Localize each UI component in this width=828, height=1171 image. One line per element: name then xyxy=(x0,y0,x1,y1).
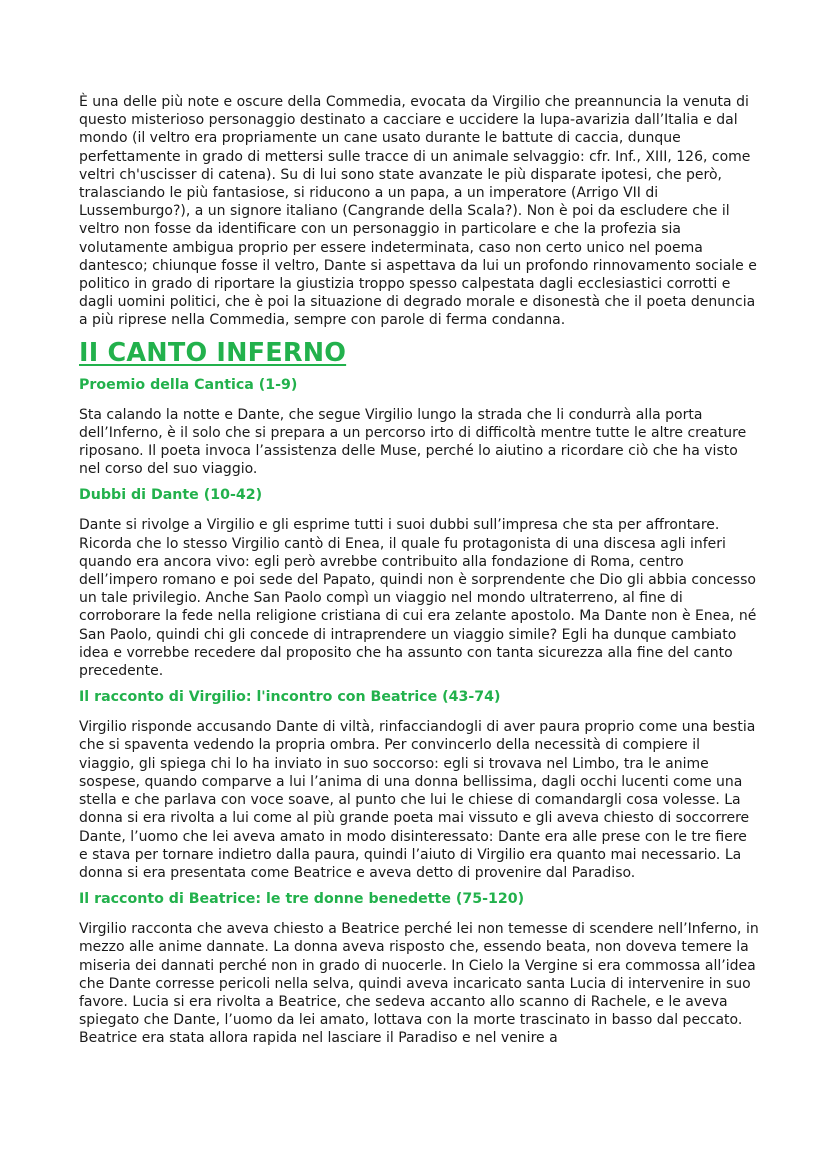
section-body-proemio: Sta calando la notte e Dante, che segue Virgilio lungo la strada che li condurrà alla porta dell’Inferno, è il solo che si prepara a un percorso irto di difficoltà mentre tutte le altre creature riposano. Il poeta invoca l’assistenza delle Muse, perché lo aiutino a ricordare ciò che ha visto nel corso del suo viaggio. xyxy=(79,406,747,478)
section-heading-proemio: Proemio della Cantica (1-9) xyxy=(79,376,298,393)
section-heading-racconto-virgilio: Il racconto di Virgilio: l'incontro con Beatrice (43-74) xyxy=(79,689,501,706)
intro-paragraph: È una delle più note e oscure della Commedia, evocata da Virgilio che preannuncia la venuta di questo misterioso personaggio destinato a cacciare e uccidere la lupa-avarizia dall’Italia e dal mondo (il veltro era propriamente un cane usato durante le battute di caccia, dunque perfettamente in grado di mettersi sulle tracce di un animale selvaggio: cfr. Inf., XIII, 126, come veltri ch'uscisser di catena). Su di lui sono state avanzate le più disparate ipotesi, che però, tralasciando le più fantasiose, si riducono a un papa, a un imperatore (Arrigo VII di Lussemburgo?), a un signore italiano (Cangrande della Scala?). Non è poi da escludere che il veltro non fosse da identificare con un personaggio in particolare e che la profezia sia volutamente ambigua proprio per essere indeterminata, caso non certo unico nel poema dantesco; chiunque fosse il veltro, Dante si aspettava da lui un profondo rinnovamento sociale e politico in grado di riportare la giustizia troppo spesso calpestata dagli ecclesiastici corrotti e dagli uomini politici, che è poi la situazione di degrado morale e disonestà che il poeta denuncia a più riprese nella Commedia, sempre con parole di ferma condanna. xyxy=(79,94,757,329)
section-heading-dubbi: Dubbi di Dante (10-42) xyxy=(79,487,263,504)
canto-title: II CANTO INFERNO xyxy=(79,337,347,368)
section-body-racconto-beatrice: Virgilio racconta che aveva chiesto a Beatrice perché lei non temesse di scendere nell’Inferno, in mezzo alle anime dannate. La donna aveva risposto che, essendo beata, non doveva temere la miseria dei dannati perché non in grado di nuocerle. In Cielo la Vergine si era commossa all’idea che Dante corresse pericoli nella selva, quindi aveva incaricato santa Lucia di intervenire in suo favore. Lucia si era rivolta a Beatrice, che sedeva accanto allo scanno di Rachele, e le aveva spiegato che Dante, l’uomo da lei amato, lottava con la morte trascinato in basso dal peccato. Beatrice era stata allora rapida nel lasciare il Paradiso e nel venire a xyxy=(79,921,759,1047)
section-body-dubbi: Dante si rivolge a Virgilio e gli esprime tutti i suoi dubbi sull’impresa che sta per affrontare. Ricorda che lo stesso Virgilio cantò di Enea, il quale fu protagonista di una discesa agli inferi quando era ancora vivo: egli però avrebbe contribuito alla fondazione di Roma, centro dell’impero romano e poi sede del Papato, quindi non è sorprendente che Dio gli abbia concesso un tale privilegio. Anche San Paolo compì un viaggio nel mondo ultraterreno, al fine di corroborare la fede nella religione cristiana di cui era zelante apostolo. Ma Dante non è Enea, né San Paolo, quindi chi gli concede di intraprendere un viaggio simile? Egli ha dunque cambiato idea e vorrebbe recedere dal proposito che ha assunto con tanta sicurezza alla fine del canto precedente. xyxy=(79,517,757,680)
document-page xyxy=(79,93,759,1056)
section-body-racconto-virgilio: Virgilio risponde accusando Dante di viltà, rinfacciandogli di aver paura proprio come una bestia che si spaventa vedendo la propria ombra. Per convincerlo della necessità di compiere il viaggio, gli spiega chi lo ha inviato in suo soccorso: egli si trovava nel Limbo, tra le anime sospese, quando comparve a lui l’anima di una donna bellissima, dagli occhi lucenti come una stella e che parlava con voce soave, al punto che lui le chiese di comandargli cosa volesse. La donna si era rivolta a lui come al più grande poeta mai vissuto e gli aveva chiesto di soccorrere Dante, l’uomo che lei aveva amato in modo disinteressato: Dante era alle prese con le tre fiere e stava per tornare indietro dalla paura, quindi l’aiuto di Virgilio era quanto mai necessario. La donna si era presentata come Beatrice e aveva detto di provenire dal Paradiso. xyxy=(79,719,756,881)
section-heading-racconto-beatrice: Il racconto di Beatrice: le tre donne benedette (75-120) xyxy=(79,891,525,908)
